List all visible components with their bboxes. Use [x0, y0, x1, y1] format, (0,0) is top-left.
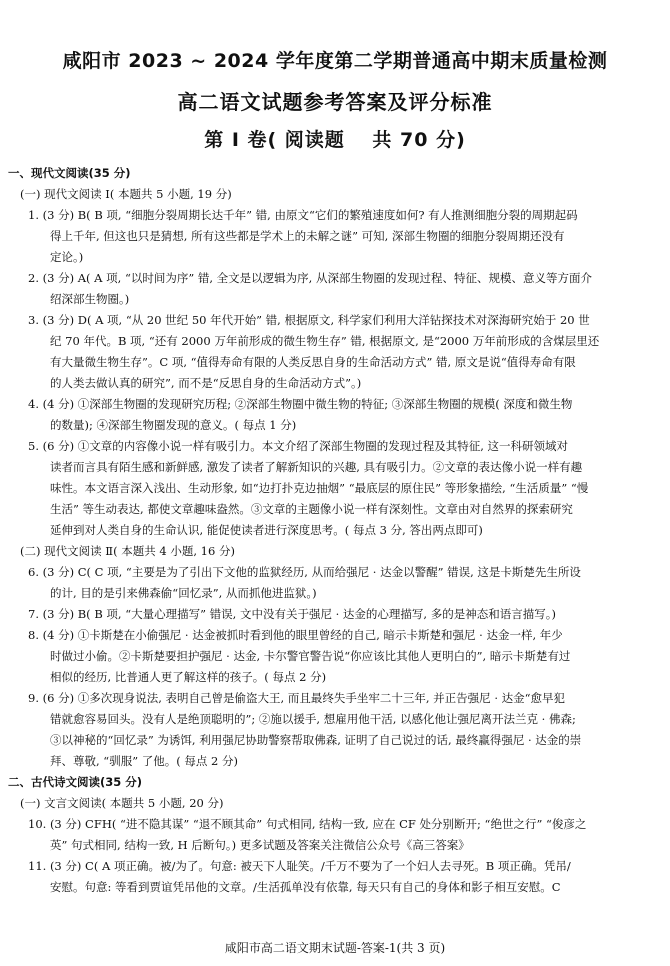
answer-line: 读者而言具有陌生感和新鲜感, 激发了读者了解新知识的兴趣, 具有吸引力。②文章的表达像小说一样有趣: [50, 460, 583, 474]
answer-content: [8, 163, 658, 898]
exam-subtitle: 高二语文试题参考答案及评分标准: [177, 90, 493, 114]
answer-line: ③以神秘的“回忆录” 为诱饵, 利用强尼协助警察帮取佛森, 证明了自己说过的话, 最终赢得强尼 · 达金的崇: [50, 733, 582, 747]
subsection-heading: (一) 文言文阅读( 本题共 5 小题, 20 分): [20, 796, 224, 810]
answer-line: 10. (3 分) CFH( “进不隐其谋” “退不顾其命” 句式相同, 结构一致, 应在 CF 处分别断开; “绝世之行” “俊彦之: [28, 817, 587, 831]
answer-line: 11. (3 分) C( A 项正确。被/为了。句意: 被天下人耻笑。/千万不要为了一个妇人去寻死。B 项正确。凭吊/: [28, 859, 571, 873]
answer-line: 的数量); ④深部生物圈发现的意义。( 每点 1 分): [50, 418, 297, 432]
answer-line: 安慰。句意: 等看到贾谊凭吊他的文章。/生活孤单没有依靠, 每天只有自己的身体和影子相互安慰。C: [50, 880, 561, 894]
answer-line: 延伸到对人类自身的生命认识, 能促使读者进行深度思考。( 每点 3 分, 答出两点即可): [50, 523, 483, 537]
answer-line: 绍深部生物圈。): [50, 292, 130, 306]
answer-line: 7. (3 分) B( B 项, “大量心理描写” 错误, 文中没有关于强尼 · 达金的心理描写, 多的是神态和语言描写。): [28, 607, 556, 621]
section-title: 第 Ⅰ 卷( 阅读题 共 70 分): [204, 129, 466, 151]
answer-line: 5. (6 分) ①文章的内容像小说一样有吸引力。本文介绍了深部生物圈的发现过程及其特征, 这一科研领域对: [28, 439, 569, 453]
answer-line: 相似的经历, 比普通人更了解这样的孩子。( 每点 2 分): [50, 670, 327, 684]
page-footer: 咸阳市高二语文期末试题-答案-1(共 3 页): [224, 941, 446, 955]
exam-title: 咸阳市 2023 ~ 2024 学年度第二学期普通高中期末质量检测: [62, 50, 608, 72]
answer-line: 味性。本文语言深入浅出、生动形象, 如“边打扑克边抽烟” “最底层的原住民” 等形象描绘, “生活质量” “慢: [50, 481, 589, 495]
answer-line: 2. (3 分) A( A 项, “以时间为序” 错, 全文是以逻辑为序, 从深部生物圈的发现过程、特征、规模、意义等方面介: [28, 271, 592, 285]
subsection-heading: (一) 现代文阅读 Ⅰ( 本题共 5 小题, 19 分): [20, 187, 232, 201]
section-heading: 一、现代文阅读(35 分): [8, 166, 131, 180]
subsection-heading: (二) 现代文阅读 Ⅱ( 本题共 4 小题, 16 分): [20, 544, 235, 558]
section-heading: 二、古代诗文阅读(35 分): [8, 775, 143, 789]
answer-line: 的人类去做认真的研究”, 而不是“反思自身的生命活动方式”。): [50, 376, 362, 390]
answer-line: 得上千年, 但这也只是猜想, 所有这些都是学术上的未解之谜” 可知, 深部生物圈的细胞分裂周期还没有: [50, 229, 565, 243]
answer-line: 3. (3 分) D( A 项, “从 20 世纪 50 年代开始” 错, 根据原文, 科学家们利用大洋钻探技术对深海研究始于 20 世: [28, 313, 590, 327]
answer-line: 9. (6 分) ①多次现身说法, 表明自己曾是偷盗大王, 而且最终失手坐牢二十三年, 并正告强尼 · 达金“愈早犯: [28, 691, 566, 705]
answer-line: 6. (3 分) C( C 项, “主要是为了引出下文他的监狱经历, 从而给强尼 · 达金以警醒” 错误, 这是卡斯楚先生所设: [28, 565, 581, 579]
answer-line: 8. (4 分) ①卡斯楚在小偷强尼 · 达金被抓时看到他的眼里曾经的自己, 暗示卡斯楚和强尼 · 达金一样, 年少: [28, 628, 563, 642]
answer-line: 定论。): [50, 250, 84, 264]
answer-line: 错就愈容易回头。没有人是绝顶聪明的”; ②施以援手, 想雇用他干活, 以感化他让强尼离开法兰克 · 佛森;: [50, 712, 576, 726]
answer-line: 有大量微生物生存”。C 项, “值得寿命有限的人类反思自身的生命活动方式” 错, 原文是说“值得寿命有限: [50, 355, 576, 369]
answer-line: 拜、尊敬, “驯服” 了他。( 每点 2 分): [50, 754, 238, 768]
answer-line: 1. (3 分) B( B 项, “细胞分裂周期长达千年” 错, 由原文“它们的繁殖速度如何? 有人推测细胞分裂的周期起码: [28, 208, 578, 222]
answer-line: 纪 70 年代。B 项, “还有 2000 万年前形成的微生物生存” 错, 根据原文, 是“2000 万年前形成的含煤层里还: [50, 334, 600, 348]
answer-line: 时做过小偷。②卡斯楚要担护强尼 · 达金, 卡尔警官警告说“你应该比其他人更明白的”, 暗示卡斯楚有过: [50, 649, 571, 663]
answer-line: 的计, 目的是引来佛森偷“回忆录”, 从而抓他进监狱。): [50, 586, 317, 600]
answer-line: 英” 句式相同, 结构一致, H 后断句。) 更多试题及答案关注微信公众号《高三答案》: [50, 838, 470, 852]
answer-line: 4. (4 分) ①深部生物圈的发现研究历程; ②深部生物圈中微生物的特征; ③深部生物圈的规模( 深度和微生物: [28, 397, 573, 411]
answer-line: 生活” 等生动表达, 都使文章趣味盎然。③文章的主题像小说一样有深刻性。文章由对自然界的探索研究: [50, 502, 573, 516]
